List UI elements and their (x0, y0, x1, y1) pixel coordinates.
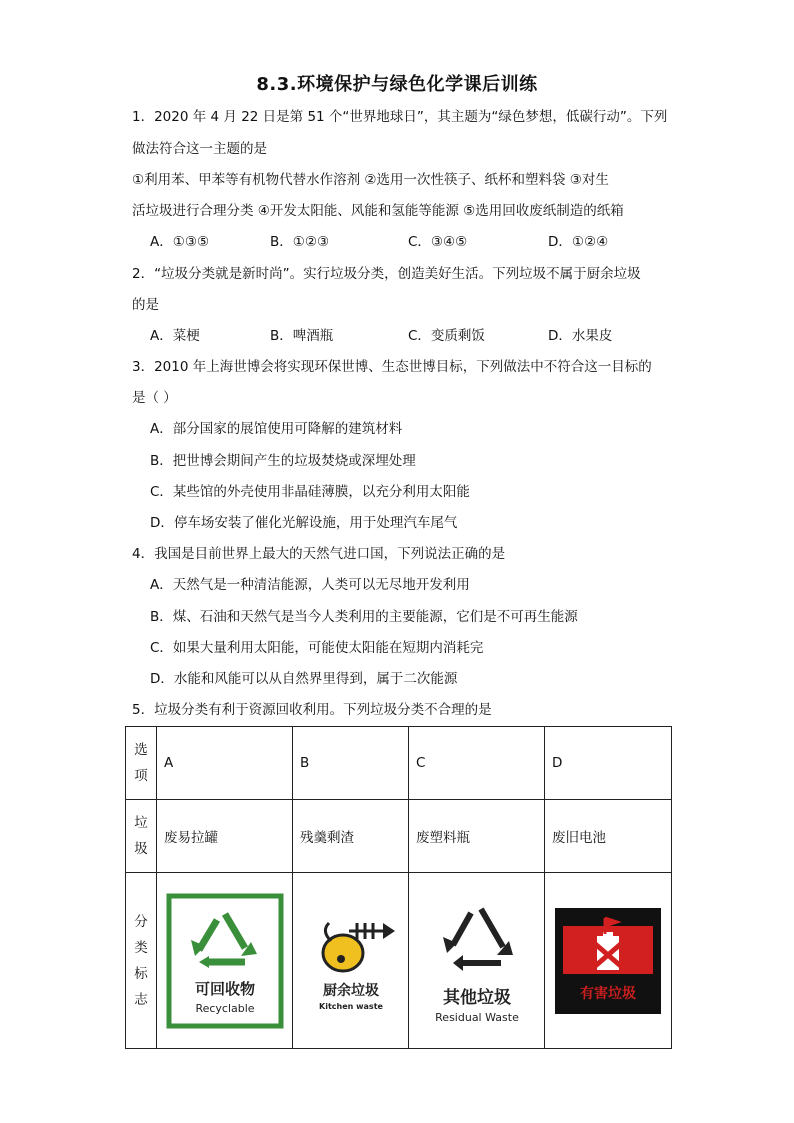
hazardous-waste-sign (553, 906, 663, 1016)
q1-option-c[interactable]: C．③④⑤ (408, 234, 468, 250)
sign-b-cn: 厨余垃圾 (322, 982, 379, 999)
garbage-d: 废旧电池 (545, 800, 672, 873)
col-b-header: B (293, 727, 409, 800)
sign-d-cn: 有害垃圾 (580, 985, 636, 1002)
col-c-header: C (409, 727, 545, 800)
row-header-garbage: 垃 圾 (126, 800, 157, 873)
q2-option-b[interactable]: B．啤酒瓶 (270, 328, 334, 344)
q3-stem-line2: 是（ ） (132, 390, 177, 406)
residual-waste-sign (415, 891, 539, 1031)
q1-stem-line1: 1．2020 年 4 月 22 日是第 51 个“世界地球日”，其主题为“绿色梦想，低碳行动”。下列 (132, 109, 668, 125)
q4-option-b[interactable]: B．煤、石油和天然气是当今人类利用的主要能源，它们是不可再生能源 (150, 609, 578, 625)
fishbone-apple-icon (323, 923, 395, 971)
q4-option-a[interactable]: A．天然气是一种清洁能源，人类可以无尽地开发利用 (150, 577, 470, 593)
q2-option-a[interactable]: A．菜梗 (150, 328, 200, 344)
sign-c-en: Residual Waste (434, 1010, 519, 1024)
q1-option-d[interactable]: D．①②④ (548, 234, 609, 250)
garbage-b: 残羹剩渣 (293, 800, 409, 873)
garbage-a: 废易拉罐 (157, 800, 293, 873)
garbage-c: 废塑料瓶 (409, 800, 545, 873)
q2-stem-line1: 2．“垃圾分类就是新时尚”。实行垃圾分类，创造美好生活。下列垃圾不属于厨余垃圾 (132, 266, 641, 282)
q3-stem-line1: 3．2010 年上海世博会将实现环保世博、生态世博目标，下列做法中不符合这一目标的 (132, 359, 652, 375)
sign-c-cn: 其他垃圾 (442, 987, 511, 1008)
q2-option-d[interactable]: D．水果皮 (548, 328, 613, 344)
q5-stem-line1: 5．垃圾分类有利于资源回收利用。下列垃圾分类不合理的是 (132, 702, 492, 718)
q4-stem-line1: 4．我国是目前世界上最大的天然气进口国，下列说法正确的是 (132, 546, 506, 562)
q4-option-c[interactable]: C．如果大量利用太阳能，可能使太阳能在短期内消耗完 (150, 640, 484, 656)
recycle-icon (443, 909, 513, 971)
q3-option-b[interactable]: B．把世博会期间产生的垃圾焚烧或深埋处理 (150, 453, 416, 469)
q1-option-a[interactable]: A．①③⑤ (150, 234, 210, 250)
kitchen-waste-sign (301, 901, 401, 1021)
col-d-header: D (545, 727, 672, 800)
q1-stem-line2: 做法符合这一主题的是 (132, 141, 267, 157)
row-header-option: 选 项 (126, 727, 157, 800)
sign-cell-c (409, 873, 545, 1049)
q1-items-line2: 活垃圾进行合理分类 ④开发太阳能、风能和氢能等能源 ⑤选用回收废纸制造的纸箱 (132, 203, 624, 219)
recyclable-sign (165, 892, 285, 1030)
q2-option-c[interactable]: C．变质剩饭 (408, 328, 485, 344)
sign-b-en: Kitchen waste (318, 1001, 383, 1011)
sign-a-en: Recyclable (194, 1001, 255, 1015)
sign-a-cn: 可回收物 (194, 979, 255, 998)
sign-cell-a (157, 873, 293, 1049)
q5-table (125, 726, 672, 1049)
page-title: 8.3.环境保护与绿色化学课后训练 (256, 74, 538, 95)
q3-option-c[interactable]: C．某些馆的外壳使用非晶硅薄膜，以充分利用太阳能 (150, 484, 470, 500)
q2-stem-line2: 的是 (132, 297, 159, 313)
q3-option-d[interactable]: D．停车场安装了催化光解设施，用于处理汽车尾气 (150, 515, 458, 531)
q4-option-d[interactable]: D．水能和风能可以从自然界里得到，属于二次能源 (150, 671, 458, 687)
col-a-header: A (157, 727, 293, 800)
q1-option-b[interactable]: B．①②③ (270, 234, 330, 250)
q1-items-line1: ①利用苯、甲苯等有机物代替水作溶剂 ②选用一次性筷子、纸杯和塑料袋 ③对生 (132, 172, 609, 188)
sign-cell-b (293, 873, 409, 1049)
row-header-sign: 分 类 标 志 (126, 873, 157, 1049)
sign-cell-d (545, 873, 672, 1049)
q3-option-a[interactable]: A．部分国家的展馆使用可降解的建筑材料 (150, 421, 403, 437)
